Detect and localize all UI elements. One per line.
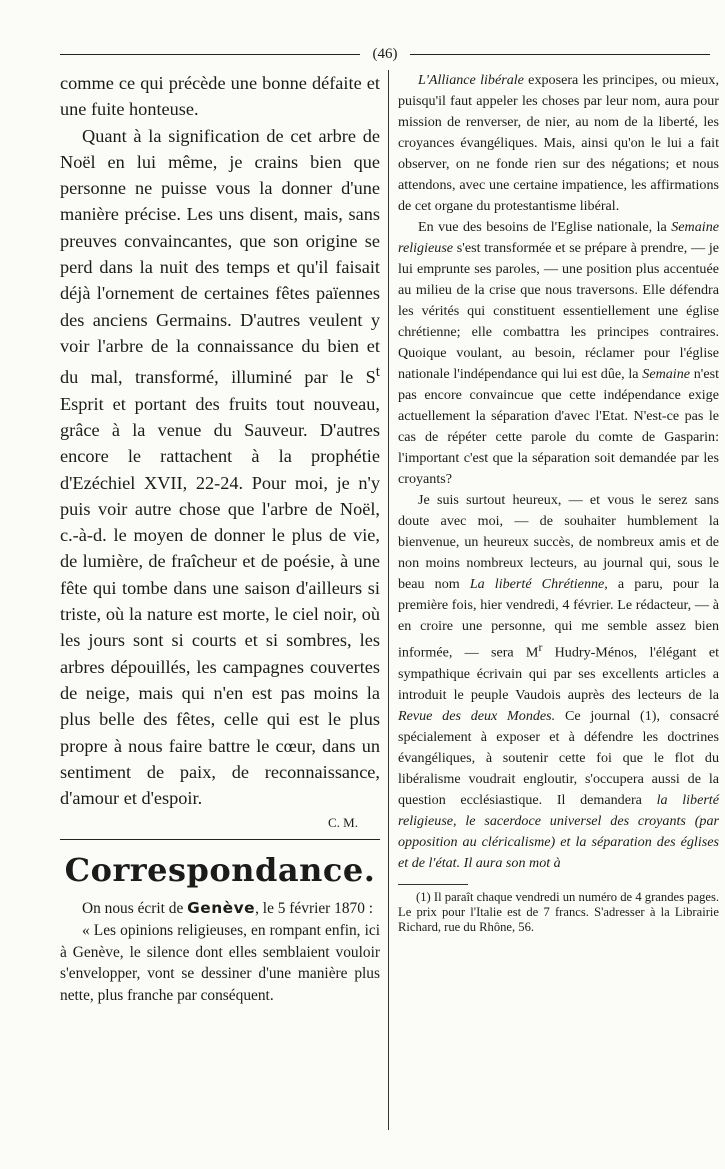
text-span: , a paru, pour la première fois, hier vendredi, 4 février. Le rédacteur, — à en croire une personne, qui me semble assez bien informée, — sera M: [398, 576, 719, 661]
italic-text: Semaine: [642, 366, 691, 382]
text-span: exposera les principes, ou mieux, puisqu'il faut appeler les choses par leur nom, aura pour mission de renverser, de nier, au nom de la liberté, les croyances évangéliques. Mais, ainsi qu'on le lui a fait observer, on ne fonde rien sur des négations; et nous attendons, avec une certaine impatience, les affirmations de cet organe du protestantisme libéral.: [398, 72, 719, 214]
footnote-rule: [398, 884, 468, 885]
signature: C. M.: [328, 815, 358, 831]
left-column: [60, 70, 380, 1006]
text-span: Ce journal (1), consacré spécialement à exposer et à défendre les doctrines évangéliques, à soutenir cette foi que le flot du libéralisme voudrait engloutir, s'occupera aussi de la question ecclésiastique. Il demandera: [398, 707, 720, 808]
header-rule-left: [60, 54, 360, 55]
footnote: (1) Il paraît chaque vendredi un numéro de 4 grandes pages. Le prix pour l'Italie est de 7 francs. S'adresser à la Librairie Richard, rue du Rhône, 56.: [398, 889, 719, 934]
text-span: s'est transformée et se prépare à prendre, — je lui emprunte ses paroles, — une position plus accentuée au milieu de la crise que nous traversons. Elle défendra les vérités qui constituent essentiellement une église chrétienne; elle combattra les principes contraires. Quoique voulant, au besoin, réclamer pour l'église nationale l'indépendance qui lui est dûe, la: [398, 240, 719, 382]
quote-paragraph: « Les opinions religieuses, en rompant enfin, ici à Genève, le silence dont elles semblaient vouloir s'envelopper, vont se dessiner d'une manière plus nette, plus franche par conséquent.: [60, 922, 380, 1004]
italic-text: Semaine religieuse: [398, 219, 719, 256]
section-rule: [60, 839, 380, 840]
paragraph-alliance: [398, 70, 719, 217]
text-span: Quant à la signification de cet arbre de Noël en lui même, je crains bien que personne ne puisse vous la donner d'une manière précise. Les uns disent, mais, sans preuves convaincantes, que son origine se perd dans la nuit des temps et qu'il faisait déjà l'ornement de certaines fêtes païennes des anciens Germains. D'autres veulent y voir l'arbre de la connaissance du bien et du mal, transformé, illuminé par le S: [60, 125, 380, 388]
city-name: Genève: [187, 899, 256, 918]
correspondence-block: [60, 898, 380, 1006]
paragraph-christmas-tree: [60, 123, 380, 812]
paragraph-continued: comme ce qui précède une bonne défaite et une fuite honteuse.: [60, 73, 380, 120]
column-divider: [388, 70, 389, 1130]
italic-text: La liberté Chrétienne: [469, 576, 605, 592]
paragraph-liberte: [398, 490, 719, 874]
correspondence-intro: [60, 898, 380, 920]
paragraph-eglise: [398, 217, 719, 490]
text-span: , le 5 février 1870 :: [255, 900, 374, 918]
text-span: Je suis surtout heureux, — et vous le serez sans doute avec moi, — de souhaiter humblement la bienvenue, un heureux succès, de nombreux amis et de non moins nombreux lecteurs, au journal qui, sous le beau nom: [398, 492, 719, 592]
text-span: On nous écrit de: [82, 900, 188, 918]
italic-text: Revue des deux Mondes.: [398, 707, 556, 724]
text-span: Hudry-Ménos, l'élégant et sympathique écrivain qui par ses excellents articles a introduit le peuple Vaudois auprès des lecteurs de la: [398, 644, 719, 703]
text-span: Esprit et portant des fruits tout nouveau, grâce à la venue du Sauveur. D'autres encore le rattachent à la prophétie d'Ezéchiel XVII, 22-24. Pour moi, je n'y puis voir autre chose que l'arbre de Noël, c.-à-d. le moyen de donner le plus de vie, de lumière, de fraîcheur et de poésie, à une fête qui tombe dans une saison d'ailleurs si triste, où la nature est morte, le ciel noir, où les jours sont si courts et si sombres, les arbres dépouillés, les campagnes couvertes de neige, mais qui n'en est pas moins la plus belle des fêtes, celle qui est le plus propre à nous faire battre le cœur, dans un sentiment de paix, de reconnaissance, d'amour et d'espoir.: [60, 393, 380, 809]
italic-text: L'Alliance libérale: [418, 72, 524, 88]
text-span: En vue des besoins de l'Eglise nationale, la: [418, 219, 672, 235]
section-title: Correspondance.: [64, 851, 376, 890]
italic-text: la liberté religieuse, le sacerdoce universel des croyants (par opposition au cléricalisme) et la séparation des églises et de l'état. Il aura son mot à: [398, 791, 719, 871]
header-rule-right: [410, 54, 710, 55]
superscript: r: [538, 641, 543, 654]
page-header: [60, 44, 710, 64]
text-span: n'est pas encore convaincue que cette indépendance exige actuellement la séparation d'avec l'Etat. N'est-ce pas le cas de répéter cette parole du comte de Gasparin: l'important c'est que la séparation soit demandée par les croyants?: [398, 366, 720, 487]
page-number: (46): [372, 46, 398, 62]
superscript: t: [375, 363, 380, 381]
right-column: [398, 70, 719, 935]
